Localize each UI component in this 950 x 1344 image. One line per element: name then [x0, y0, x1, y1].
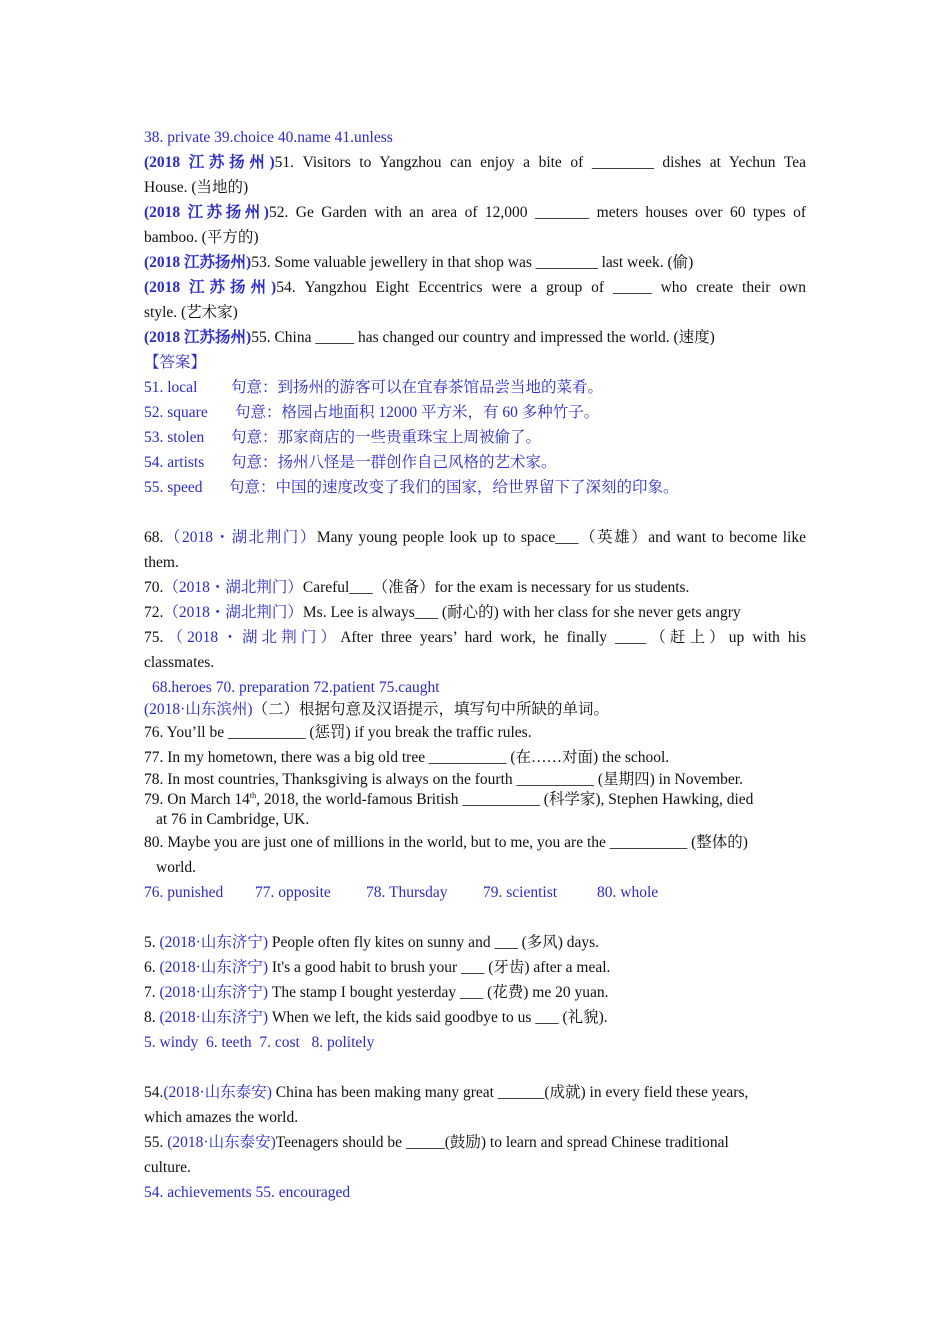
question-55-taian-cont: culture. — [144, 1159, 191, 1176]
spacer — [144, 1055, 806, 1080]
question-5: 5. (2018·山东济宁) People often fly kites on sunny and ___ (多风) days. — [144, 934, 600, 951]
question-51: (2018 江苏扬州)51. Visitors to Yangzhou can enjoy a bite of ________ dishes at Yechun Tea — [144, 154, 806, 171]
question-55: (2018 江苏扬州)55. China _____ has changed our country and impressed the world. (速度) — [144, 329, 715, 346]
spacer — [144, 500, 806, 525]
question-68-cont: them. — [144, 554, 179, 571]
question-source: (2018·山东济宁) — [159, 934, 268, 951]
question-54-taian: 54.(2018·山东泰安) China has been making many great ______(成就) in every field these years, — [144, 1084, 749, 1101]
question-8: 8. (2018·山东济宁) When we left, the kids said goodbye to us ___ (礼貌). — [144, 1009, 608, 1026]
answers-jingmen: 68.heroes 70. preparation 72.patient 75.caught — [152, 679, 440, 696]
question-75: 75.（2018・湖北荆门）After three years’ hard work, he finally ____（赶上）up with his — [144, 629, 806, 646]
answers-binzhou: 76. punished 77. opposite 78. Thursday 79. scientist 80. whole — [144, 884, 659, 901]
question-53: (2018 江苏扬州)53. Some valuable jewellery in that shop was ________ last week. (偷) — [144, 254, 694, 271]
question-80-cont: world. — [156, 859, 197, 876]
previous-answers: 38. private 39.choice 40.name 41.unless — [144, 129, 393, 146]
answer-row: 55. speed 句意：中国的速度改变了我们的国家，给世界留下了深刻的印象。 — [144, 479, 679, 496]
question-source: (2018 江苏扬州) — [144, 279, 277, 296]
question-52-cont: bamboo. (平方的) — [144, 229, 259, 246]
answers-taian: 54. achievements 55. encouraged — [144, 1184, 351, 1201]
question-source: (2018·山东泰安) — [163, 1084, 272, 1101]
question-source: （2018・湖北荆门） — [163, 529, 317, 546]
question-72: 72.（2018・湖北荆门）Ms. Lee is always___ (耐心的) with her class for she never gets angry — [144, 604, 741, 621]
question-79-cont: at 76 in Cambridge, UK. — [156, 811, 310, 828]
question-7: 7. (2018·山东济宁) The stamp I bought yesterday ___ (花费) me 20 yuan. — [144, 984, 609, 1001]
question-source: (2018 江苏扬州) — [144, 329, 252, 346]
document-page — [144, 125, 806, 1205]
answer-row: 51. local 句意：到扬州的游客可以在宜春茶馆品尝当地的菜肴。 — [144, 379, 604, 396]
question-6: 6. (2018·山东济宁) It's a good habit to brush your ___ (牙齿) after a meal. — [144, 959, 611, 976]
question-76: 76. You’ll be __________ (惩罚) if you break the traffic rules. — [144, 724, 532, 741]
question-75-cont: classmates. — [144, 654, 215, 671]
question-54-taian-cont: which amazes the world. — [144, 1109, 299, 1126]
answers-jining: 5. windy 6. teeth 7. cost 8. politely — [144, 1034, 375, 1051]
question-source: (2018 江苏扬州) — [144, 254, 252, 271]
answer-row: 54. artists 句意：扬州八怪是一群创作自己风格的艺术家。 — [144, 454, 557, 471]
spacer — [144, 905, 806, 930]
question-source: (2018·山东泰安) — [167, 1134, 276, 1151]
question-source: (2018·山东济宁) — [159, 959, 268, 976]
question-51-cont: House. (当地的) — [144, 179, 249, 196]
question-55-taian: 55. (2018·山东泰安)Teenagers should be _____(鼓励) to learn and spread Chinese traditional — [144, 1134, 729, 1151]
question-source: (2018·山东济宁) — [159, 1009, 268, 1026]
answer-row: 52. square 句意：格园占地面积 12000 平方米，有 60 多种竹子。 — [144, 404, 600, 421]
question-source: （2018・湖北荆门） — [163, 579, 303, 596]
question-79: 79. On March 14th, 2018, the world-famous British __________ (科学家), Stephen Hawking, died — [144, 790, 754, 808]
question-68: 68.（2018・湖北荆门）Many young people look up to space___（英雄）and want to become like — [144, 529, 806, 546]
question-52: (2018 江苏扬州)52. Ge Garden with an area of 12,000 _______ meters houses over 60 types of — [144, 204, 806, 221]
question-80: 80. Maybe you are just one of millions in the world, but to me, you are the __________ (整体的) — [144, 834, 748, 851]
question-source: (2018 江苏扬州) — [144, 154, 275, 171]
question-source: （2018・湖北荆门） — [163, 629, 341, 646]
question-source: (2018·山东济宁) — [159, 984, 268, 1001]
question-54: (2018 江苏扬州)54. Yangzhou Eight Eccentrics were a group of _____ who create their own — [144, 279, 806, 296]
question-source: (2018 江苏扬州) — [144, 204, 269, 221]
section-instruction: (2018·山东滨州)（二）根据句意及汉语提示，填写句中所缺的单词。 — [144, 701, 610, 718]
question-77: 77. In my hometown, there was a big old tree __________ (在……对面) the school. — [144, 749, 670, 766]
question-source: (2018·山东滨州) — [144, 701, 253, 718]
answer-row: 53. stolen 句意：那家商店的一些贵重珠宝上周被偷了。 — [144, 429, 542, 446]
question-70: 70.（2018・湖北荆门）Careful___（准备）for the exam is necessary for us students. — [144, 579, 690, 596]
question-54-cont: style. (艺术家) — [144, 304, 238, 321]
answer-header: 【答案】 — [144, 354, 207, 371]
question-78: 78. In most countries, Thanksgiving is always on the fourth __________ (星期四) in November. — [144, 771, 743, 788]
question-source: （2018・湖北荆门） — [163, 604, 303, 621]
